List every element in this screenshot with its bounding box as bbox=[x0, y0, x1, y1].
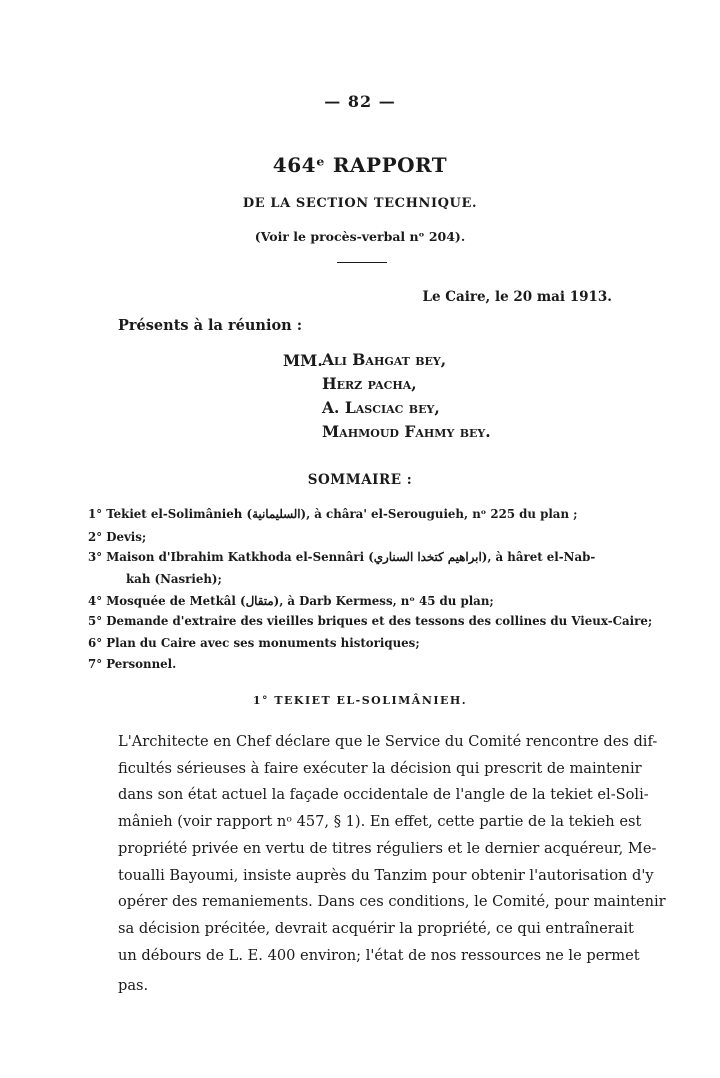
sommaire-item-number: 5° bbox=[88, 614, 103, 628]
sommaire-item-number: 3° bbox=[88, 550, 103, 564]
separator-rule bbox=[337, 262, 387, 263]
report-title: 464ᵉ RAPPORT bbox=[272, 153, 448, 177]
sommaire-item-number: 7° bbox=[88, 657, 103, 671]
paragraph-line: L'Architecte en Chef déclare que le Service du Comité rencontre des dif- bbox=[118, 733, 658, 750]
sommaire-item-text: Tekiet el-Solimânieh ( bbox=[106, 507, 253, 521]
sommaire-item bbox=[88, 614, 652, 628]
arabic-name: متقال bbox=[245, 594, 274, 608]
arabic-name: ابراهيم كتخدا السناري bbox=[373, 550, 482, 564]
paragraph-line: toualli Bayoumi, insiste auprès du Tanzim pour obtenir l'autorisation d'y bbox=[118, 867, 654, 884]
sommaire-item-continuation: kah (Nasrieh); bbox=[126, 572, 222, 586]
paragraph-line: sa décision précitée, devrait acquérir la propriété, ce qui entraînerait bbox=[118, 920, 634, 937]
paragraph-line: un débours de L. E. 400 environ; l'état de nos ressources ne le permet bbox=[118, 947, 640, 964]
sommaire-item-text: Maison d'Ibrahim Katkhoda el-Sennâri ( bbox=[106, 550, 374, 564]
paragraph-line: pas. bbox=[118, 977, 149, 994]
sommaire-heading: SOMMAIRE : bbox=[307, 472, 413, 488]
sommaire-item-text-end: ), à hâret el-Nab- bbox=[481, 550, 596, 564]
sommaire-item-text: Demande d'extraire des vieilles briques et des tessons des collines du Vieux-Caire; bbox=[106, 614, 653, 628]
sommaire-item-text: Plan du Caire avec ses monuments historiques; bbox=[106, 636, 420, 650]
section-heading: 1° TEKIET EL-SOLIMÂNIEH. bbox=[252, 694, 468, 707]
sommaire-item-number: 4° bbox=[88, 594, 103, 608]
sommaire-item-text: Devis; bbox=[106, 530, 147, 544]
mm-label: MM. bbox=[283, 351, 323, 370]
arabic-name: السليمانية bbox=[252, 507, 301, 521]
date-line: Le Caire, le 20 mai 1913. bbox=[422, 289, 612, 305]
member-name: Herz pacha, bbox=[322, 374, 417, 393]
paragraph-line: mânieh (voir rapport nᵒ 457, § 1). En effet, cette partie de la tekieh est bbox=[118, 813, 642, 830]
sommaire-item-number: 6° bbox=[88, 636, 103, 650]
paragraph-line: ficultés sérieuses à faire exécuter la décision qui prescrit de maintenir bbox=[118, 760, 642, 777]
proces-verbal-reference: (Voir le procès-verbal nᵒ 204). bbox=[254, 229, 466, 244]
paragraph-line: opérer des remaniements. Dans ces conditions, le Comité, pour maintenir bbox=[118, 893, 666, 910]
page-number: — 82 — bbox=[324, 92, 396, 111]
sommaire-item bbox=[88, 636, 420, 650]
sommaire-item-number: 1° bbox=[88, 507, 103, 521]
sommaire-item-text: Mosquée de Metkâl ( bbox=[106, 594, 246, 608]
sommaire-item bbox=[88, 657, 176, 671]
member-name: Ali Bahgat bey, bbox=[322, 350, 447, 369]
member-name: A. Lasciac bey, bbox=[322, 398, 440, 417]
paragraph-line: propriété privée en vertu de titres réguliers et le dernier acquéreur, Me- bbox=[118, 840, 657, 857]
sommaire-item bbox=[88, 530, 146, 544]
sommaire-item bbox=[88, 594, 494, 608]
sommaire-item-text-end: ), à Darb Kermess, nᵒ 45 du plan; bbox=[273, 594, 494, 608]
member-name: Mahmoud Fahmy bey. bbox=[322, 422, 491, 441]
sommaire-item-text: Personnel. bbox=[106, 657, 177, 671]
presents-label: Présents à la réunion : bbox=[118, 317, 303, 334]
sommaire-item-text-end: ), à châra' el-Serouguieh, nᵒ 225 du plan ; bbox=[300, 507, 578, 521]
section-title: DE LA SECTION TECHNIQUE. bbox=[242, 196, 478, 211]
sommaire-item-number: 2° bbox=[88, 530, 103, 544]
paragraph-line: dans son état actuel la façade occidentale de l'angle de la tekiet el-Soli- bbox=[118, 786, 649, 803]
sommaire-item bbox=[88, 550, 595, 564]
sommaire-item bbox=[88, 507, 578, 521]
